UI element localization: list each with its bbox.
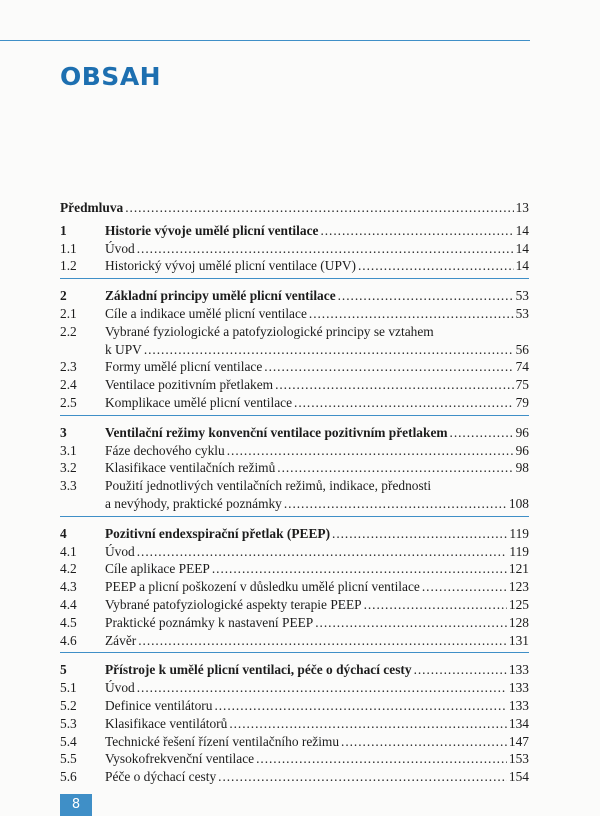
dot-leader [256, 750, 507, 768]
section-page: 154 [508, 769, 529, 785]
section-title: Vysokofrekvenční ventilace [105, 751, 255, 767]
dot-leader [284, 495, 507, 513]
section-page: 147 [508, 733, 529, 749]
section-page: 14 [515, 240, 529, 256]
section-page: 96 [515, 442, 529, 458]
chapter-title: Pozitivní endexspirační přetlak (PEEP) [105, 525, 331, 541]
section-number: 3.3 [60, 478, 77, 494]
dot-leader [264, 358, 513, 376]
section-page: 123 [508, 579, 529, 595]
chapter-number: 2 [60, 288, 67, 304]
section-number: 3.1 [60, 442, 77, 458]
section-text-block [105, 477, 529, 513]
chapter-title: Ventilační režimy konvenční ventilace pozitivním přetlakem [105, 424, 448, 440]
chapter-number: 1 [60, 222, 67, 238]
chapter-divider [60, 278, 529, 279]
dot-leader [414, 661, 507, 679]
section-entry[interactable] [60, 442, 529, 460]
section-entry[interactable] [60, 578, 529, 596]
section-number: 5.5 [60, 751, 77, 767]
section-page: 53 [515, 305, 529, 321]
chapter-page: 119 [509, 525, 529, 541]
section-title: Vybrané patofyziologické aspekty terapie PEEP [105, 596, 362, 612]
top-rule [0, 40, 530, 41]
section-number: 4.4 [60, 596, 77, 612]
section-page: 153 [508, 751, 529, 767]
section-number: 2.3 [60, 359, 77, 375]
section-entry[interactable] [60, 596, 529, 614]
chapter-entry[interactable] [60, 525, 529, 543]
section-entry[interactable] [60, 697, 529, 715]
section-page: 108 [508, 495, 529, 511]
page-number-badge: 8 [60, 794, 92, 816]
section-entry[interactable] [60, 768, 529, 786]
section-entry[interactable] [60, 240, 529, 258]
dot-leader [277, 459, 513, 477]
chapter-title: Přístroje k umělé plicní ventilaci, péče o dýchací cesty [105, 662, 412, 678]
section-number: 2.4 [60, 377, 77, 393]
dot-leader [338, 287, 514, 305]
section-number: 5.4 [60, 733, 77, 749]
section-title: Historický vývoj umělé plicní ventilace (UPV) [105, 258, 357, 274]
section-title: Úvod [105, 543, 135, 559]
section-title-continuation: a nevýhody, praktické poznámky [105, 495, 282, 511]
table-of-contents [60, 199, 529, 786]
section-number: 4.3 [60, 579, 77, 595]
section-entry[interactable] [60, 477, 529, 513]
dot-leader [137, 543, 508, 561]
dot-leader [137, 679, 507, 697]
dot-leader [364, 596, 507, 614]
section-title-continuation: k UPV [105, 341, 142, 357]
dot-leader [227, 442, 514, 460]
section-page: 134 [508, 715, 529, 731]
section-entry[interactable] [60, 560, 529, 578]
section-page: 125 [508, 596, 529, 612]
section-entry[interactable] [60, 679, 529, 697]
chapter-entry[interactable] [60, 287, 529, 305]
section-number: 2.2 [60, 323, 77, 339]
chapter-title: Základní principy umělé plicní ventilace [105, 288, 336, 304]
section-number: 2.1 [60, 305, 77, 321]
chapter-page: 96 [515, 424, 529, 440]
section-title: Klasifikace ventilátorů [105, 715, 228, 731]
section-title: PEEP a plicní poškození v důsledku umělé plicní ventilace [105, 579, 420, 595]
section-entry[interactable] [60, 394, 529, 412]
section-entry[interactable] [60, 543, 529, 561]
section-page: 79 [515, 394, 529, 410]
dot-leader [229, 715, 507, 733]
chapter-title: Historie vývoje umělé plicní ventilace [105, 222, 319, 238]
section-number: 4.6 [60, 632, 77, 648]
section-page: 119 [509, 543, 529, 559]
section-page: 56 [515, 341, 529, 357]
section-entry[interactable] [60, 614, 529, 632]
chapter-page: 133 [508, 662, 529, 678]
section-title: Klasifikace ventilačních režimů [105, 460, 276, 476]
section-page: 98 [515, 460, 529, 476]
chapter-entry[interactable] [60, 424, 529, 442]
dot-leader [320, 222, 513, 240]
section-number: 3.2 [60, 460, 77, 476]
section-number: 5.3 [60, 715, 77, 731]
section-number: 4.1 [60, 543, 77, 559]
section-entry[interactable] [60, 459, 529, 477]
dot-leader [144, 341, 514, 359]
section-number: 4.5 [60, 614, 77, 630]
section-title: Formy umělé plicní ventilace [105, 359, 263, 375]
dot-leader [422, 578, 507, 596]
dot-leader [125, 199, 513, 217]
chapter-divider [60, 516, 529, 517]
dot-leader [450, 424, 514, 442]
page-title: OBSAH [60, 62, 162, 91]
chapter-entry[interactable] [60, 222, 529, 240]
section-title-continuation-line [105, 495, 529, 513]
chapter-page: 14 [515, 222, 529, 238]
dot-leader [332, 525, 507, 543]
dot-leader [294, 394, 514, 412]
section-page: 14 [515, 258, 529, 274]
section-page: 133 [508, 680, 529, 696]
section-title: Fáze dechového cyklu [105, 442, 225, 458]
chapter-number: 5 [60, 662, 67, 678]
dot-leader [358, 257, 514, 275]
section-entry[interactable] [60, 715, 529, 733]
chapter-divider [60, 652, 529, 653]
section-title: Úvod [105, 680, 135, 696]
section-number: 2.5 [60, 394, 77, 410]
section-title: Komplikace umělé plicní ventilace [105, 394, 293, 410]
section-number: 1.2 [60, 258, 77, 274]
preface-page: 13 [515, 200, 529, 215]
section-entry[interactable] [60, 750, 529, 768]
dot-leader [315, 614, 507, 632]
section-entry[interactable] [60, 358, 529, 376]
chapter-entry[interactable] [60, 661, 529, 679]
section-title: Technické řešení řízení ventilačního režimu [105, 733, 340, 749]
chapter-number: 4 [60, 525, 67, 541]
section-page: 75 [515, 377, 529, 393]
section-number: 4.2 [60, 561, 77, 577]
chapter-number: 3 [60, 424, 67, 440]
section-title: Vybrané fyziologické a patofyziologické principy se vztahem [105, 323, 434, 339]
section-text-block [105, 323, 529, 359]
section-number: 5.1 [60, 680, 77, 696]
section-entry[interactable] [60, 632, 529, 650]
dot-leader [275, 376, 514, 394]
dot-leader [218, 768, 507, 786]
section-page: 128 [508, 614, 529, 630]
section-page: 131 [508, 632, 529, 648]
section-entry[interactable] [60, 323, 529, 359]
section-title: Definice ventilátoru [105, 697, 213, 713]
section-page: 133 [508, 697, 529, 713]
section-title: Ventilace pozitivním přetlakem [105, 377, 274, 393]
section-number: 5.6 [60, 769, 77, 785]
section-title: Cíle aplikace PEEP [105, 561, 210, 577]
section-title: Péče o dýchací cesty [105, 769, 217, 785]
section-page: 121 [508, 561, 529, 577]
preface-entry[interactable] [60, 199, 529, 217]
section-entry[interactable] [60, 733, 529, 751]
dot-leader [137, 240, 514, 258]
section-title: Cíle a indikace umělé plicní ventilace [105, 305, 307, 321]
section-entry[interactable] [60, 376, 529, 394]
chapter-page: 53 [515, 288, 529, 304]
dot-leader [138, 632, 507, 650]
section-title: Použití jednotlivých ventilačních režimů, indikace, přednosti [105, 478, 432, 494]
section-page: 74 [515, 359, 529, 375]
section-title: Úvod [105, 240, 135, 256]
dot-leader [341, 733, 507, 751]
section-number: 1.1 [60, 240, 77, 256]
section-number: 5.2 [60, 697, 77, 713]
section-title-continuation-line [105, 341, 529, 359]
chapter-divider [60, 415, 529, 416]
dot-leader [212, 560, 507, 578]
dot-leader [309, 305, 514, 323]
section-entry[interactable] [60, 257, 529, 275]
preface-label: Předmluva [60, 200, 124, 215]
section-title: Závěr [105, 632, 137, 648]
section-entry[interactable] [60, 305, 529, 323]
section-title: Praktické poznámky k nastavení PEEP [105, 614, 314, 630]
dot-leader [214, 697, 506, 715]
